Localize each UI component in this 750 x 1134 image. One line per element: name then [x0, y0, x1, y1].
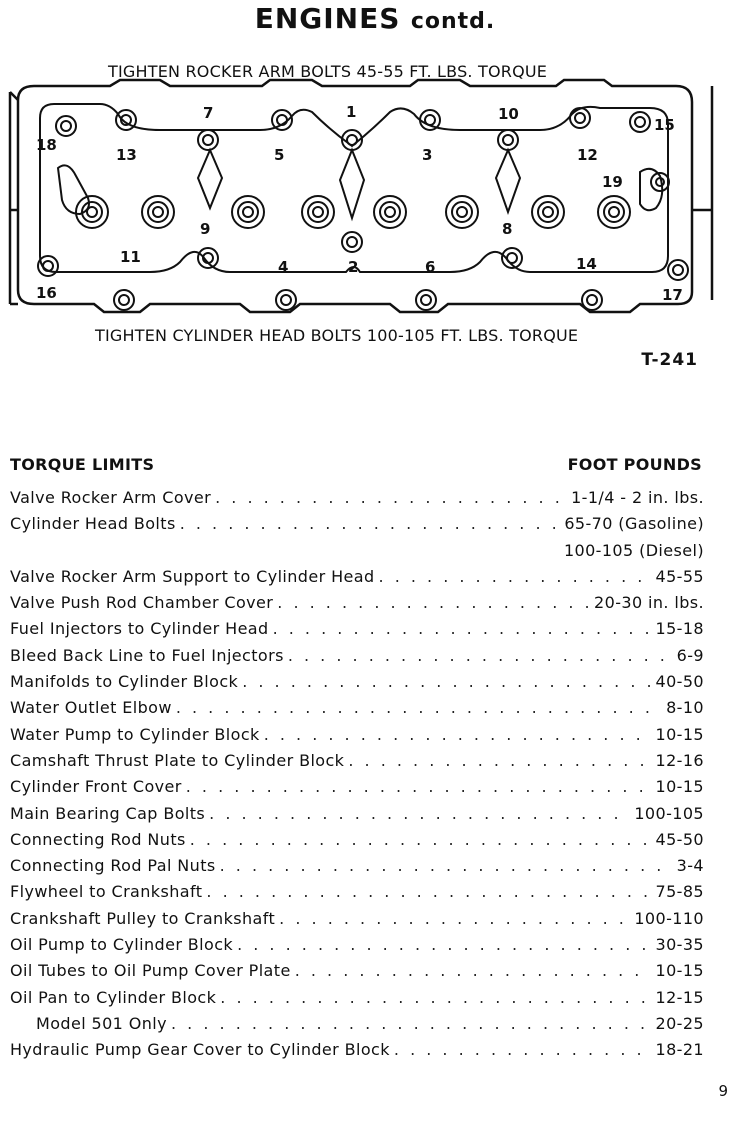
rocker-arm-caption: TIGHTEN ROCKER ARM BOLTS 45-55 FT. LBS. TORQUE: [108, 62, 548, 81]
row-label: Bleed Back Line to Fuel Injectors: [10, 645, 284, 665]
row-value: 100-110: [634, 908, 704, 928]
table-row: [10, 804, 704, 830]
torque-table: [10, 488, 704, 1067]
bolt-label-1: 1: [346, 103, 357, 121]
bolt-label-11: 11: [120, 248, 141, 266]
row-label: Oil Pump to Cylinder Block: [10, 935, 234, 955]
bolt-holes: [38, 108, 688, 310]
bolt-label-4: 4: [278, 258, 289, 276]
row-value: 100-105 (Diesel): [563, 540, 704, 560]
row-label: Crankshaft Pulley to Crankshaft: [10, 908, 276, 928]
row-label: Oil Tubes to Oil Pump Cover Plate: [10, 961, 291, 981]
table-row: [10, 514, 704, 540]
table-header: [10, 455, 702, 474]
table-row: [10, 619, 704, 645]
row-label: Water Pump to Cylinder Block: [10, 724, 260, 744]
table-row: [10, 830, 704, 856]
table-row: [10, 751, 704, 777]
bolt-label-5: 5: [274, 146, 285, 164]
row-label: Main Bearing Cap Bolts: [10, 803, 206, 823]
bolt-label-12: 12: [577, 146, 598, 164]
row-label: Fuel Injectors to Cylinder Head: [10, 619, 269, 639]
row-label: Valve Rocker Arm Cover: [10, 488, 212, 507]
row-value: 100-105: [634, 803, 704, 823]
bolt-label-15: 15: [654, 116, 675, 134]
bolt-label-6: 6: [425, 258, 436, 276]
table-row: [10, 1014, 704, 1040]
row-value: 20-30 in. lbs.: [594, 593, 704, 613]
row-value: 10-15: [655, 724, 704, 744]
row-label: Water Outlet Elbow: [10, 698, 172, 718]
page-number: 9: [718, 1082, 728, 1100]
table-row: [10, 698, 704, 724]
bolt-label-7: 7: [203, 104, 214, 122]
row-value: 18-21: [655, 1040, 704, 1060]
cylinder-head-outline: [10, 80, 712, 312]
row-label: Flywheel to Crankshaft: [10, 882, 203, 902]
table-row: [10, 856, 704, 882]
row-value: 30-35: [655, 935, 704, 955]
bolt-label-3: 3: [422, 146, 433, 164]
bolt-label-8: 8: [502, 220, 513, 238]
figure-code: T-241: [641, 350, 698, 370]
bolt-label-17: 17: [662, 286, 683, 304]
table-row: [10, 725, 704, 751]
bolt-label-10: 10: [498, 105, 519, 123]
page-title-sub: contd.: [410, 9, 496, 34]
row-value: 6-9: [676, 645, 704, 665]
table-row: [10, 988, 704, 1014]
table-row: [10, 488, 704, 514]
row-label: Connecting Rod Pal Nuts: [10, 856, 216, 876]
row-value: 15-18: [655, 619, 704, 639]
row-label: Hydraulic Pump Gear Cover to Cylinder Block: [10, 1040, 390, 1060]
bolt-label-2: 2: [348, 258, 359, 276]
row-value: 3-4: [676, 856, 704, 876]
table-row: [10, 1040, 704, 1066]
bolt-label-13: 13: [116, 146, 137, 164]
table-row: [10, 593, 704, 619]
row-label: Valve Push Rod Chamber Cover: [10, 593, 274, 613]
row-label: Oil Pan to Cylinder Block: [10, 987, 217, 1007]
table-row: [10, 935, 704, 961]
row-value: 10-15: [655, 777, 704, 797]
table-row: [10, 909, 704, 935]
row-value: 12-16: [655, 750, 704, 770]
row-value: 1-1/4 - 2 in. lbs.: [571, 488, 704, 507]
bolt-label-14: 14: [576, 255, 597, 273]
row-value: 65-70 (Gasoline): [564, 514, 704, 534]
bolt-label-9: 9: [200, 220, 211, 238]
table-row: [10, 672, 704, 698]
page-title-main: ENGINES: [254, 2, 401, 35]
row-label: Model 501 Only: [36, 1013, 167, 1033]
table-row: [10, 777, 704, 803]
row-value: 12-15: [655, 987, 704, 1007]
row-label: Cylinder Head Bolts: [10, 514, 176, 534]
row-value: 8-10: [666, 698, 704, 718]
row-label: Camshaft Thrust Plate to Cylinder Block: [10, 750, 345, 770]
table-row: [10, 567, 704, 593]
row-value: 45-55: [655, 566, 704, 586]
row-label: Valve Rocker Arm Support to Cylinder Head: [10, 566, 375, 586]
cylinder-head-caption: TIGHTEN CYLINDER HEAD BOLTS 100-105 FT. LBS. TORQUE: [95, 326, 579, 345]
row-value: 10-15: [655, 961, 704, 981]
column-header-torque-limits: TORQUE LIMITS: [10, 455, 155, 474]
bolt-label-16: 16: [36, 284, 57, 302]
row-value: 20-25: [655, 1013, 704, 1033]
bolt-label-18: 18: [36, 136, 57, 154]
row-value: 75-85: [655, 882, 704, 902]
table-row: [10, 961, 704, 987]
column-header-foot-pounds: FOOT POUNDS: [567, 455, 702, 474]
bolt-label-19: 19: [602, 173, 623, 191]
row-label: Connecting Rod Nuts: [10, 829, 186, 849]
row-label: Cylinder Front Cover: [10, 777, 182, 797]
table-row: [10, 882, 704, 908]
row-label: Manifolds to Cylinder Block: [10, 672, 239, 692]
cylinder-head-diagram: [0, 0, 750, 330]
table-row: [10, 541, 704, 567]
table-row: [10, 646, 704, 672]
row-value: 40-50: [655, 672, 704, 692]
row-value: 45-50: [655, 829, 704, 849]
